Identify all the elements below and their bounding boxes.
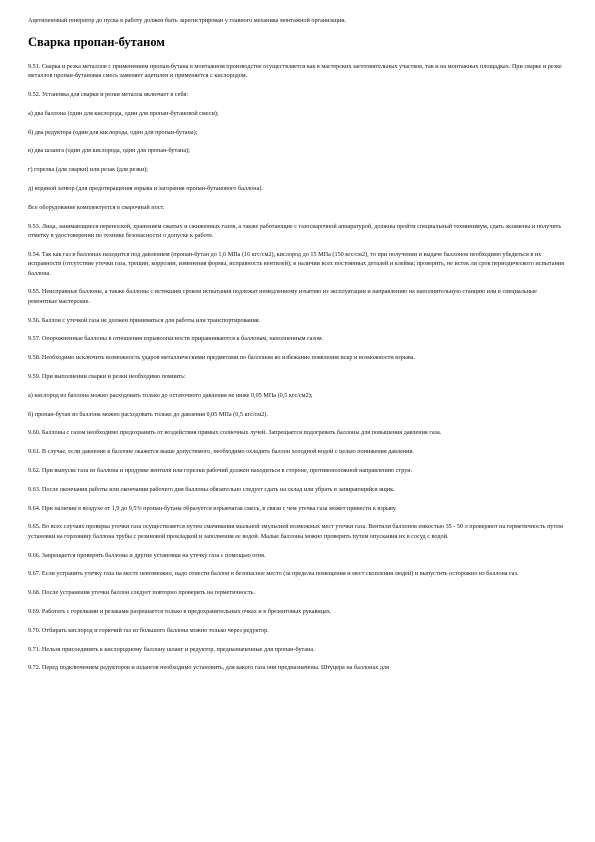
paragraph: 9.61. В случае, если давление в баллоне окажется выше допустимого, необходимо охладить баллон холодной водой с целью понижения давления. <box>28 448 414 456</box>
paragraph: 9.51. Сварка и резка металлов с применением пропан-бутана в монтажном производстве осуществляется как в мастерских заготовительных участков, так и на монтажных площадках. При сварке и резке металлов пропан-бутановая смесь заменяет ацетилен и применяется с кислородом. <box>28 62 562 80</box>
paragraph: 9.55. Неисправные баллоны, а также баллоны с истекшим сроком испытания подлежат немедленному изъятию из эксплуатации и направлению на наполнительную станцию или в специальные ремонтные мастерские. <box>28 288 537 305</box>
paragraph: 9.66. Запрещается проверять баллоны и другие установки на утечку газа с помощью огня. <box>28 551 266 559</box>
list-item: б) пропан-бутан из баллона можно расходовать только до давления 0,05 МПа (0,5 кгс/см2). <box>28 410 268 418</box>
paragraph: 9.60. Баллоны с газом необходимо предохранять от воздействия прямых солнечных лучей. Запрещается подогревать баллоны для повышения давления газа. <box>28 429 442 437</box>
paragraph: 9.71. Нельзя присоединять к кислородному баллону шланг и редуктор, предназначенные для пропан-бутана. <box>28 645 315 653</box>
intro-paragraph: Ацетиленовый генератор до пуска в работу должен быть зарегистрирован у главного механика монтажной организации. <box>28 17 347 24</box>
paragraph: 9.57. Опорожненные баллоны в отношении взрывоопасности приравниваются к баллонам, наполненным газом. <box>28 335 324 343</box>
paragraph: 9.53. Лица, занимающиеся переноской, хранением сжатых и сжиженных газов, а также работающие с газосварочной аппаратурой, должны пройти специальный техминимум, сдать экзамены и получить отметку в удостоверении по технике безопасности о допуске к работе. <box>28 222 562 239</box>
paragraph: 9.69. Работать с горелками и резаками разрешается только в предохранительных очках и в брезентовых рукавицах. <box>28 607 332 615</box>
paragraph: 9.68. После устранения утечки баллон следует повторно проверить на герметичность. <box>28 589 255 597</box>
paragraph: 9.72. Перед подключением редукторов и шлангов необходимо установить, для какого газа они предназначены. Штуцера на баллонах для <box>28 664 389 672</box>
section-title: Сварка пропан-бутаном <box>28 34 165 49</box>
list-item: в) два шланга (один для кислорода, один для пропан-бутана); <box>28 147 190 155</box>
paragraph: 9.52. Установка для сварки и резки металла включает в себя: <box>28 91 188 98</box>
list-item: д) водяной затвор (для предотвращения взрыва и загорания пропан-бутанового баллона). <box>28 184 263 192</box>
paragraph: 9.67. Если устранить утечку газа на месте невозможно, надо отнести баллон в безопасное место (за пределы помещения и мест скопления людей) и выпустить осторожно из баллона газ. <box>28 570 519 578</box>
paragraph: 9.59. При выполнении сварки и резки необходимо помнить: <box>28 372 186 380</box>
list-item: а) два баллона (один для кислорода, один для пропан-бутановой смеси); <box>28 109 219 117</box>
paragraph: Все оборудование комплектуется в сварочный пост. <box>28 203 165 211</box>
paragraph: 9.70. Отбирать кислород и горючий газ из большого баллона можно только через редуктор. <box>28 626 269 634</box>
paragraph: 9.65. Во всех случаях проверка утечки газа осуществляется путем смачивания мыльной эмульсией возможных мест утечки газа. Вентили баллонов емкостью 35 - 50 л проверяют на герметичность путем установки на горловину баллона трубы с резиновой прокладкой и заполнения ее водой. Малые баллоны можно проверить путем опускания их в сосуд с водой. <box>28 523 563 540</box>
list-item: г) горелка (для сварки) или резак (для резки); <box>28 166 148 174</box>
paragraph: 9.56. Баллон с утечкой газа не должен приниматься для работы или транспортирования. <box>28 316 261 324</box>
paragraph: 9.63. После окончания работы или окончания рабочего дня баллоны обязательно следует сдать на склад или убрать в запирающийся ящик. <box>28 485 395 493</box>
paragraph: 9.54. Так как газ в баллонах находится под давлением (пропан-бутан до 1,6 МПа (16 кгс/см2), кислород до 15 МПа (150 кгс/см2), то при получении и выдаче баллонов необходимо убедиться в их исправности (отсутствие утечки газа, трещин, коррозии, изменения формы, исправность вентилей); в наличии всех постоянных деталей и клейма; проверить, не истек ли срок периодического испытания баллона. <box>28 250 564 277</box>
paragraph: 9.62. При выпуске газа из баллона и продувке вентиля или горелки рабочий должен находиться в стороне, противоположной направлению струи. <box>28 466 413 474</box>
list-item: б) два редуктора (один для кислорода, один для пропан-бутана); <box>28 128 198 136</box>
paragraph: 9.64. При наличии в воздухе от 1,9 до 9,5% пропан-бутана образуется взрывчатая смесь, в связи с чем утечка газа может привести к взрыву. <box>28 504 397 512</box>
list-item: а) кислород из баллона можно расходовать только до остаточного давления не ниже 0,05 МПа (0,5 кгс/см2); <box>28 391 313 399</box>
paragraph: 9.58. Необходимо исключить возможность ударов металлическими предметами по баллонам во избежание появления искр и возможности взрыва. <box>28 354 415 362</box>
